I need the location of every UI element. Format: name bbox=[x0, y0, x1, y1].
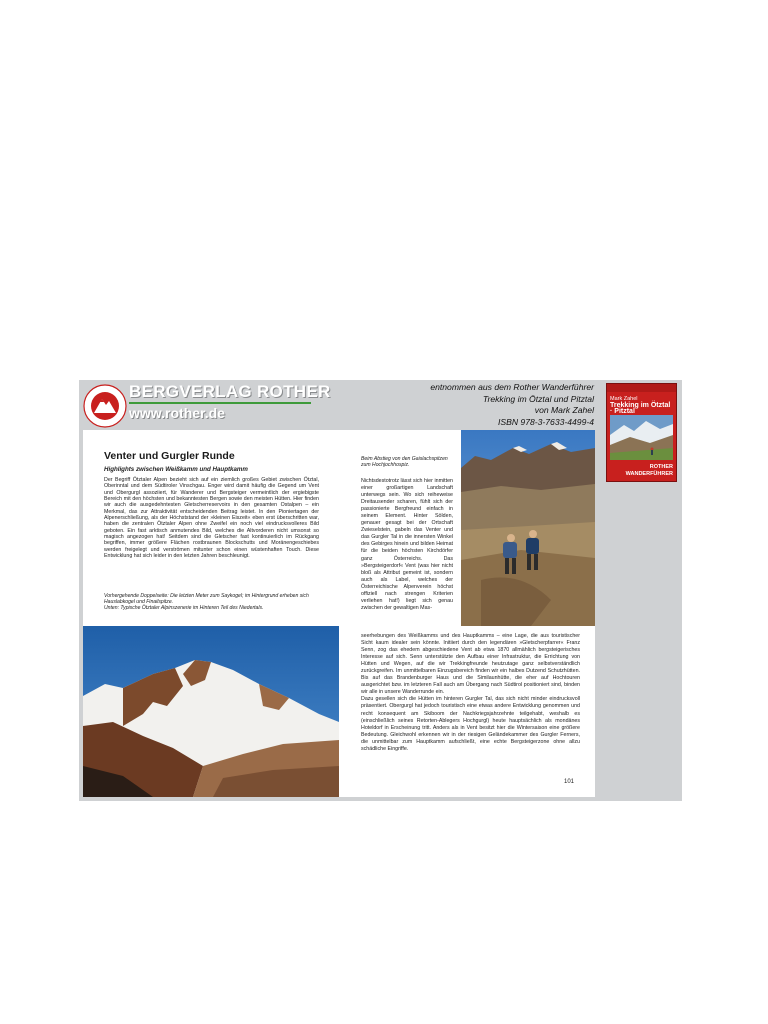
book-spread bbox=[83, 430, 595, 797]
page-number: 101 bbox=[564, 779, 575, 785]
book-cover[interactable] bbox=[606, 383, 677, 482]
body-text: Der Begriff Ötztaler Alpen bezieht sich auf ein ziemlich großes Gebiet zwischen Ötztal, Oberinntal und dem Südtiroler Vinschgau. Enger wird damit häufig die Gegend um Vent und Obergurgl assoziiert, für Wanderer und Bergsteiger vermeintlich der ergiebigste Bereich mit den höchsten und bekanntesten Bergen sowie den meisten Hütten. Hier finden wir auch die ausgedehntesten Gletscherreservoirs in den gesamten Ostalpen – ein Merkmal, das zur Attraktivität entscheidenden Beitrag leistet. In den Pioniertagen der Alpenerschließung, als der Höchststand der »kleinen Eiszeit« eben erst überschritten war, haben die zentralen Ötztaler Alpen ohne Zweifel ein noch viel eindrucksvolleres Bild geboten. Ein fast arktisch anmutendes Bild, welches die Altvorderen nicht umsonst so magisch angezogen hat! Seitdem sind die Gletscher fast kontinuierlich im Rückgang begriffen, immer größere Flächen rostbraunen Blockschutts und Moränengeschiebes werden freigelegt und verströmen mitunter schon einen wüstenhaften Touch. Diese Entwicklung hat sich leider in den letzten Jahren beschleunigt. bbox=[104, 477, 319, 560]
page-subtitle: Highlights zwischen Weißkamm und Hauptkamm bbox=[104, 466, 248, 473]
right-page bbox=[339, 430, 595, 797]
photo-caption: Beim Abstieg von den Gaislachspitzen zum Hochjochhospiz. bbox=[361, 456, 448, 469]
cover-brand-line: WANDERFÜHRER bbox=[625, 470, 673, 477]
publisher-url-link[interactable]: www.rother.de bbox=[129, 405, 225, 421]
cover-title-text: Trekking im Ötztal · Pitztal bbox=[610, 401, 671, 415]
source-line: ISBN 978-3-7633-4499-4 bbox=[497, 416, 594, 427]
publisher-banner bbox=[79, 380, 682, 801]
photo-caption: Vorhergehende Doppelseite: Die letzten Meter zum Saykogel; im Hintergrund erheben sich Hauslabkogel und Finailspitze. Unten: Typische Ötztaler Alpinszenerie im Hinteren Teil des Niedertals. bbox=[104, 593, 309, 612]
source-line: Trekking im Ötztal und Pitztal bbox=[482, 393, 594, 404]
cover-top-band bbox=[607, 384, 676, 392]
source-line: entnommen aus dem Rother Wanderführer bbox=[430, 382, 594, 392]
body-text-narrow: Nichtsdestotrotz lässt sich hier inmitten einer großartigen Landschaft unterwegs sein. Wo sich reiheweise Dreitausender scharen, fühlt sich der passionierte Bergfreund einfach in seinem Element. Hinter Sölden, genauer gesagt bei der Ortschaft Zwieselstein, gabeln das Venter und das Gurgler Tal in die innersten Winkel des Gebirges hinein und bilden Heimat für die beiden höchsten Kirchdörfer ganz Österreichs. Das »Bergsteigerdorf« Vent (was hier nicht bloß als Attribut gemeint ist, sondern auch als Label, welches der Österreichische Alpenverein höchst offiziell nach strengen Kriterien verliehen hat!) liegt sich genau zwischen der gewaltigen Mas- bbox=[361, 478, 453, 611]
source-info bbox=[344, 382, 594, 428]
cover-brand bbox=[610, 464, 673, 477]
page-title: Venter und Gurgler Runde bbox=[104, 450, 235, 462]
rother-logo-icon bbox=[83, 384, 127, 428]
body-text-wide: seerhebungen des Weißkamms und des Hauptkamms – eine Lage, die aus touristischer Sicht kaum idealer sein könnte. Initiiert durch den legendären »Gletscherpfarrer« Franz Senn, zog das ehedem abgeschiedene Vent ab etwa 1870 allmählich bergsteigerisches Interesse auf sich. Senn unterstützte den Aufbau einer Infrastruktur, die Errichtung von Hütten und Wegen, auf die wir Trekkingfreunde heutzutage ganz selbstverständlich zurückgreifen. Im unmittelbaren Einzugsbereich finden wir ein halbes Dutzend Schutzhütten. Bis auf das Brandenburger Haus und die Similaunhütte, die eher auf Hochtouren ausgerichtet bzw. im letzteren Fall auch am Übergang nach Südtirol positioniert sind, binden wir alle in unsere Wanderrunde ein. Dazu gesellen sich die Hütten im hinteren Gurgler Tal, das sich nicht minder eindrucksvoll präsentiert. Obergurgl hat jedoch touristisch eine etwas andere Entwicklung genommen und recht konsequent am Skiboom der Nachkriegsjahrzehnte teilgehabt, weshalb es (einschließlich seines Retorten-Ablegers Hochgurgl) heute hauptsächlich als mondänes Hoteldorf in Erscheinung tritt. Anders als in Vent besitzt hier die Wintersaison eine größere Bedeutung. Gleichwohl erkennen wir in der riesigen Geländekammer des Gurgler Ferners, die unmittelbar zum Hauptkamm aufschließt, eine echte Bergsteigerzone ohne allzu schädliche Eingriffe. bbox=[361, 633, 580, 752]
cover-photo-icon bbox=[610, 415, 673, 460]
cover-brand-line: ROTHER bbox=[649, 464, 673, 470]
source-line: von Mark Zahel bbox=[534, 405, 594, 416]
accent-line bbox=[129, 402, 311, 404]
cover-title bbox=[610, 396, 673, 416]
publisher-name: BERGVERLAG ROTHER bbox=[129, 382, 331, 401]
left-page bbox=[83, 430, 339, 797]
mountain-photo bbox=[83, 626, 339, 797]
hikers-photo bbox=[461, 430, 595, 626]
cover-author: Mark Zahel bbox=[610, 396, 638, 402]
